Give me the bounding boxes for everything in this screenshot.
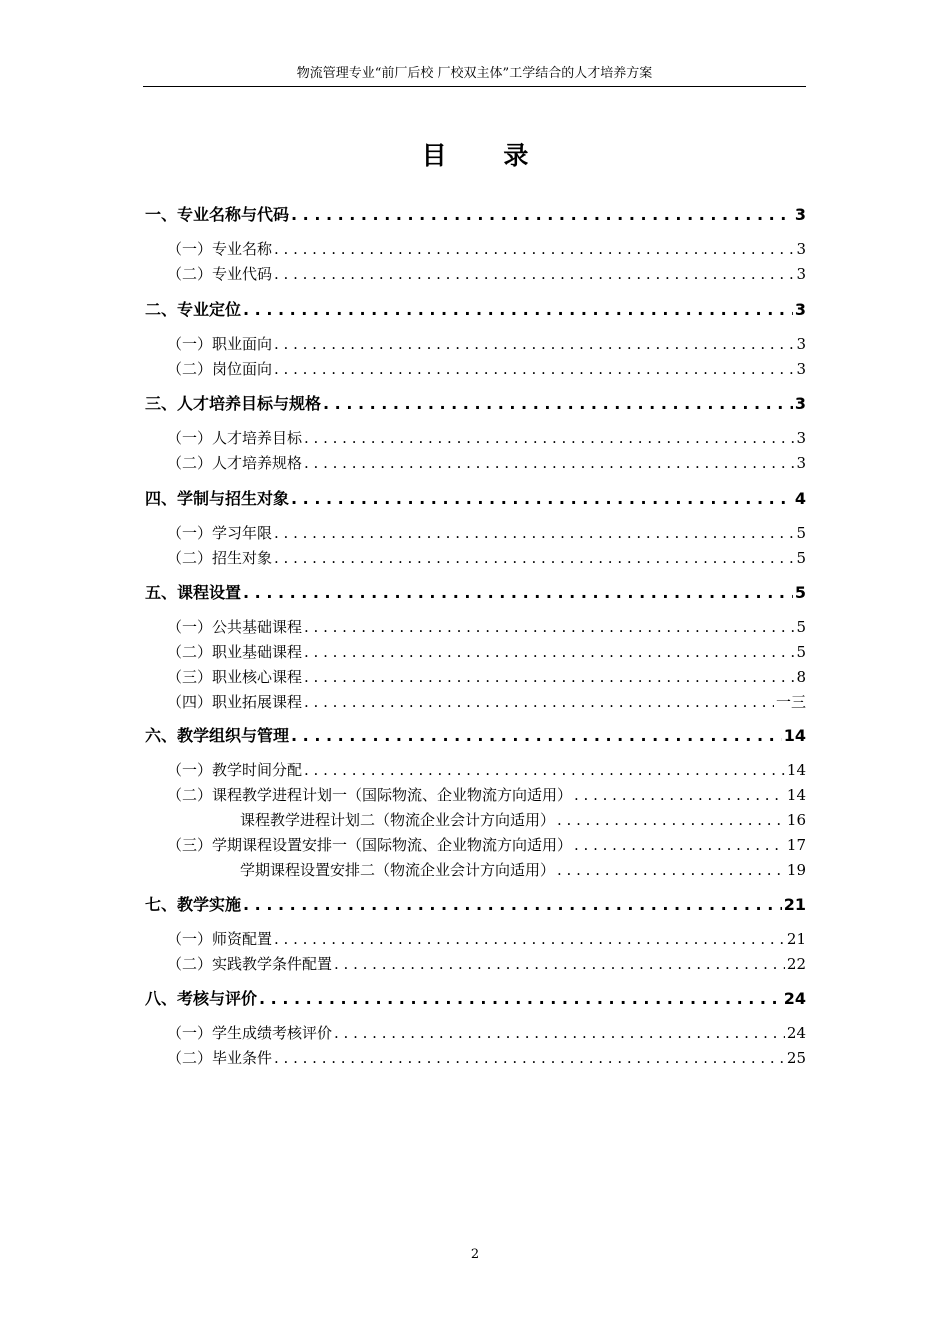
toc-chapter-entry[interactable] [145,893,806,917]
toc-chapter-entry[interactable] [145,581,806,605]
dot-leader [323,392,793,416]
toc-entry-label: （一）人才培养目标 [167,429,303,447]
dot-leader [574,783,785,807]
toc-entry-label: （二）实践教学条件配置 [167,955,333,973]
toc-entry-page: 5 [796,524,806,542]
toc-entry-page: 3 [796,265,806,283]
toc-entry-page: 3 [794,394,806,413]
dot-leader [304,426,794,450]
toc-section-entry[interactable] [145,690,806,714]
toc-entry-page: 3 [796,240,806,258]
toc-entry-label: 学期课程设置安排二（物流企业会计方向适用） [240,861,556,879]
toc-section-entry[interactable] [145,808,806,832]
toc-section-entry[interactable] [145,783,806,807]
toc-chapter-entry[interactable] [145,392,806,416]
toc-section-entry[interactable] [145,332,806,356]
toc-entry-page: 3 [794,205,806,224]
dot-leader [291,724,782,748]
toc-entry-page: 21 [786,930,806,948]
dot-leader [304,665,794,689]
toc-entry-label: （一）职业面向 [167,335,273,353]
toc-section-entry[interactable] [145,426,806,450]
toc-entry-page: 8 [796,668,806,686]
toc-entry-page: 5 [796,549,806,567]
toc-chapter-entry[interactable] [145,987,806,1011]
toc-entry-page: 14 [786,786,806,804]
toc-section-entry[interactable] [145,1046,806,1070]
toc-entry-label: （二）职业基础课程 [167,643,303,661]
toc-entry-page: 17 [786,836,806,854]
toc-chapter-entry[interactable] [145,724,806,748]
toc-entry-label: （一）教学时间分配 [167,761,303,779]
toc-section-entry[interactable] [145,952,806,976]
header-rule [143,86,806,87]
dot-leader [304,690,774,714]
toc-section-entry[interactable] [145,665,806,689]
toc-entry-page: 5 [794,583,806,602]
toc-entry-label: 七、教学实施 [145,895,242,914]
dot-leader [274,357,794,381]
dot-leader [334,1021,785,1045]
toc-section-entry[interactable] [145,546,806,570]
dot-leader [334,952,785,976]
toc-entry-page: 5 [796,643,806,661]
toc-entry-page: 3 [796,360,806,378]
toc-entry-label: （一）学生成绩考核评价 [167,1024,333,1042]
toc-section-entry[interactable] [145,615,806,639]
toc-entry-label: （二）岗位面向 [167,360,273,378]
toc-entry-label: 五、课程设置 [145,583,242,602]
toc-entry-page: 3 [794,300,806,319]
dot-leader [304,451,794,475]
toc-entry-label: 二、专业定位 [145,300,242,319]
dot-leader [291,203,793,227]
toc-entry-label: 一、专业名称与代码 [145,205,290,224]
toc-section-entry[interactable] [145,640,806,664]
toc-entry-label: （四）职业拓展课程 [167,693,303,711]
toc-entry-page: 14 [783,726,806,745]
dot-leader [574,833,785,857]
toc-entry-page: 3 [796,454,806,472]
toc-entry-label: （三）学期课程设置安排一（国际物流、企业物流方向适用） [167,836,573,854]
toc-section-entry[interactable] [145,521,806,545]
dot-leader [243,893,782,917]
toc-entry-label: 课程教学进程计划二（物流企业会计方向适用） [240,811,556,829]
toc-entry-label: （二）毕业条件 [167,1049,273,1067]
toc-entry-page: 24 [783,989,806,1008]
toc-entry-page: 24 [786,1024,806,1042]
toc-section-entry[interactable] [145,833,806,857]
toc-section-entry[interactable] [145,858,806,882]
toc-section-entry[interactable] [145,1021,806,1045]
toc-section-entry[interactable] [145,262,806,286]
dot-leader [259,987,782,1011]
toc-entry-page: 21 [783,895,806,914]
toc-section-entry[interactable] [145,927,806,951]
dot-leader [274,546,794,570]
toc-entry-label: 八、考核与评价 [145,989,258,1008]
dot-leader [304,758,785,782]
dot-leader [274,1046,785,1070]
toc-section-entry[interactable] [145,357,806,381]
toc-entry-label: 三、人才培养目标与规格 [145,394,322,413]
toc-chapter-entry[interactable] [145,298,806,322]
dot-leader [304,615,794,639]
dot-leader [274,332,794,356]
toc-section-entry[interactable] [145,237,806,261]
dot-leader [557,808,785,832]
toc-entry-page: 3 [796,335,806,353]
toc-entry-page: 5 [796,618,806,636]
dot-leader [291,487,793,511]
toc-entry-label: （二）专业代码 [167,265,273,283]
toc-chapter-entry[interactable] [145,487,806,511]
running-header: 物流管理专业“前厂后校 厂校双主体”工学结合的人才培养方案 [296,66,653,81]
toc-section-entry[interactable] [145,451,806,475]
dot-leader [274,927,785,951]
dot-leader [304,640,794,664]
toc-entry-page: 3 [796,429,806,447]
toc-entry-label: 六、教学组织与管理 [145,726,290,745]
toc-entry-page: 4 [794,489,806,508]
toc-entry-page: 19 [786,861,806,879]
toc-section-entry[interactable] [145,758,806,782]
page-title: 目 录 [421,141,553,170]
dot-leader [243,581,793,605]
dot-leader [274,237,794,261]
toc-entry-label: （一）专业名称 [167,240,273,258]
toc-entry-label: （二）课程教学进程计划一（国际物流、企业物流方向适用） [167,786,573,804]
toc-entry-label: （一）公共基础课程 [167,618,303,636]
toc-entry-label: （二）人才培养规格 [167,454,303,472]
toc-entry-label: （一）学习年限 [167,524,273,542]
toc-entry-label: （二）招生对象 [167,549,273,567]
toc-entry-page: 25 [786,1049,806,1067]
dot-leader [243,298,793,322]
dot-leader [274,521,794,545]
dot-leader [557,858,785,882]
toc-chapter-entry[interactable] [145,203,806,227]
toc-entry-label: 四、学制与招生对象 [145,489,290,508]
toc-entry-page: 14 [786,761,806,779]
toc-entry-page: 22 [786,955,806,973]
page-number: 2 [470,1247,480,1262]
dot-leader [274,262,794,286]
toc-entry-page: 16 [786,811,806,829]
toc-entry-label: （三）职业核心课程 [167,668,303,686]
toc-entry-label: （一）师资配置 [167,930,273,948]
toc-entry-page: 一三 [775,693,806,711]
